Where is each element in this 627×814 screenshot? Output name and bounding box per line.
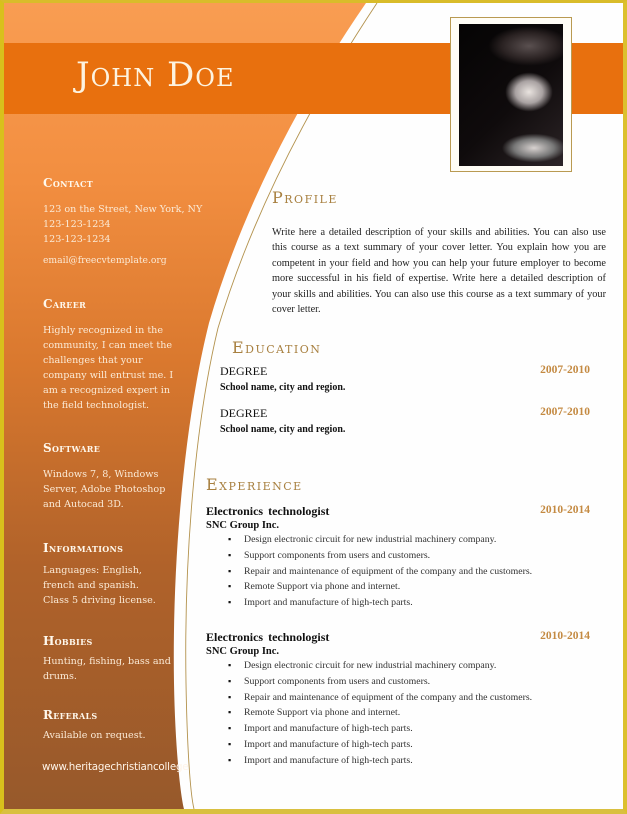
job-years: 2010-2014 (540, 630, 590, 642)
education-degree: DEGREE (220, 406, 268, 420)
job-company: SNC Group Inc. (206, 520, 280, 531)
experience-job (206, 504, 590, 611)
career-line: am a recognized expert in (43, 385, 171, 396)
career-line: community, I can meet the (43, 340, 173, 351)
job-bullet: ▪ Import and manufacture of high-tech parts. (228, 721, 590, 737)
job-bullets (228, 532, 590, 611)
career-line: company will entrust me. I (43, 370, 174, 381)
informations-heading: Informations (43, 541, 124, 555)
referals-heading: Referals (43, 708, 98, 722)
job-years: 2010-2014 (540, 504, 590, 516)
hobbies-heading: Hobbies (43, 634, 93, 648)
career-line: challenges that your (43, 355, 143, 366)
experience-heading: Experience (206, 475, 303, 494)
job-bullet: ▪ Support components from users and customers. (228, 674, 590, 690)
informations-line: Languages: English, (43, 565, 142, 576)
referals-section (43, 708, 146, 743)
education-degree: DEGREE (220, 364, 268, 378)
software-section (43, 441, 165, 512)
job-bullet: ▪ Design electronic circuit for new industrial machinery company. (228, 532, 590, 548)
job-bullet: ▪ Import and manufacture of high-tech parts. (228, 595, 590, 611)
job-bullet: ▪ Remote Support via phone and internet. (228, 705, 590, 721)
contact-email[interactable]: email@freecvtemplate.org (43, 255, 167, 266)
profile-heading: Profile (272, 188, 338, 207)
contact-heading: Contact (43, 176, 93, 190)
career-section (43, 297, 173, 413)
software-line: Server, Adobe Photoshop (43, 484, 166, 495)
contact-phone-1: 123-123-1234 (43, 219, 111, 230)
software-heading: Software (43, 441, 101, 455)
contact-address: 123 on the Street, New York, NY (43, 204, 203, 215)
experience-job (206, 630, 590, 769)
education-years: 2007-2010 (540, 406, 590, 418)
informations-line: Class 5 driving license. (43, 595, 156, 606)
job-bullet: ▪ Import and manufacture of high-tech parts. (228, 737, 590, 753)
job-bullet: ▪ Repair and maintenance of equipment of the company and the customers. (228, 690, 590, 706)
career-heading: Career (43, 297, 87, 311)
profile-text: Write here a detailed description of your skills and abilities. You can also use this course as a text summary of your cover letter. You explain how you are competent in your field and how you can help your future employer to become more successful in his field of expertise. Write here a detailed description of your skills and abilities. You can also use this course as a text summary of your cover letter. (272, 227, 606, 316)
candidate-name: John Doe (76, 55, 235, 95)
education-school: School name, city and region. (220, 382, 346, 393)
referals-text: Available on request. (43, 730, 146, 741)
career-line: Highly recognized in the (43, 325, 164, 336)
software-line: Windows 7, 8, Windows (43, 469, 159, 480)
hobbies-section (43, 634, 171, 684)
job-bullet: ▪ Repair and maintenance of equipment of the company and the customers. (228, 564, 590, 580)
contact-section (43, 176, 202, 268)
education-item (220, 364, 590, 393)
career-line: the field technologist. (43, 400, 150, 411)
job-bullet: ▪ Import and manufacture of high-tech parts. (228, 753, 590, 769)
job-bullet: ▪ Support components from users and customers. (228, 548, 590, 564)
education-years: 2007-2010 (540, 364, 590, 376)
software-line: and Autocad 3D. (43, 499, 124, 510)
education-item (220, 406, 590, 435)
photo-frame (450, 17, 572, 172)
job-company: SNC Group Inc. (206, 646, 280, 657)
job-bullets (228, 658, 590, 769)
informations-section (43, 541, 156, 608)
informations-line: french and spanish. (43, 580, 139, 591)
education-heading: Education (232, 338, 322, 357)
watermark-url: www.heritagechristiancollege (42, 761, 189, 773)
job-title: Electronics technologist (206, 630, 330, 644)
job-bullet: ▪ Remote Support via phone and internet. (228, 579, 590, 595)
job-bullet: ▪ Design electronic circuit for new industrial machinery company. (228, 658, 590, 674)
profile-photo (459, 24, 563, 166)
contact-phone-2: 123-123-1234 (43, 234, 111, 245)
hobbies-line: drums. (43, 671, 77, 682)
education-school: School name, city and region. (220, 424, 346, 435)
hobbies-line: Hunting, fishing, bass and (43, 656, 171, 667)
job-title: Electronics technologist (206, 504, 330, 518)
